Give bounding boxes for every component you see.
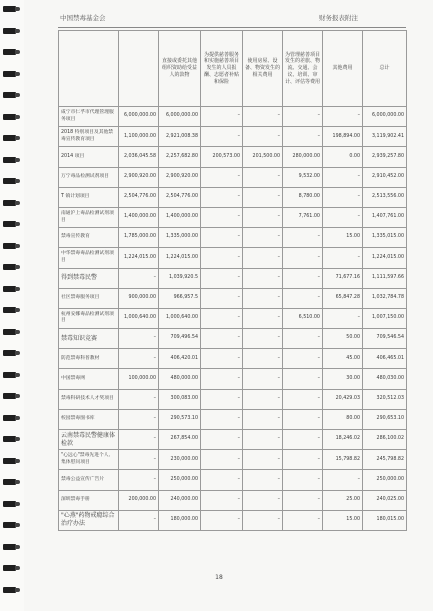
amount-cell: – bbox=[283, 490, 323, 510]
amount-cell: 406,420.01 bbox=[159, 349, 201, 369]
project-name-cell: 社区禁毒服务项目 bbox=[59, 288, 119, 308]
amount-cell: – bbox=[283, 228, 323, 248]
amount-cell: 9,532.00 bbox=[283, 167, 323, 187]
amount-cell: – bbox=[283, 248, 323, 268]
amount-cell: – bbox=[201, 308, 243, 328]
amount-cell: 1,224,015.00 bbox=[363, 248, 407, 268]
amount-cell: 20,429.03 bbox=[323, 389, 363, 409]
binding-ring bbox=[3, 6, 16, 12]
table-row bbox=[59, 470, 407, 490]
amount-cell: – bbox=[201, 409, 243, 429]
table-row bbox=[59, 167, 407, 187]
amount-cell: 290,573.10 bbox=[159, 409, 201, 429]
amount-cell: 290,653.10 bbox=[363, 409, 407, 429]
amount-cell: 15,798.82 bbox=[323, 450, 363, 470]
page-header bbox=[58, 13, 406, 25]
amount-cell: 240,025.00 bbox=[363, 490, 407, 510]
binding-ring bbox=[3, 458, 16, 464]
col-header-budget bbox=[119, 31, 159, 107]
project-name-cell: 万宁毒品检测试剂项目 bbox=[59, 167, 119, 187]
binding-ring bbox=[3, 350, 16, 356]
amount-cell: – bbox=[119, 268, 159, 288]
amount-cell: – bbox=[243, 510, 283, 530]
binding-ring bbox=[3, 28, 16, 34]
amount-cell: 3,119,902.41 bbox=[363, 127, 407, 147]
amount-cell: 1,224,015.00 bbox=[119, 248, 159, 268]
amount-cell: – bbox=[243, 450, 283, 470]
amount-cell: – bbox=[201, 430, 243, 450]
project-name-cell: 得到禁毒民警 bbox=[59, 268, 119, 288]
binding-ring bbox=[3, 479, 16, 485]
amount-cell: 1,100,000.00 bbox=[119, 127, 159, 147]
binding-ring bbox=[3, 49, 16, 55]
binding-ring bbox=[3, 264, 16, 270]
amount-cell: – bbox=[119, 470, 159, 490]
binding-ring bbox=[3, 587, 16, 593]
amount-cell: 1,224,015.00 bbox=[159, 248, 201, 268]
amount-cell: – bbox=[243, 107, 283, 127]
amount-cell: 71,677.16 bbox=[323, 268, 363, 288]
amount-cell: – bbox=[283, 450, 323, 470]
amount-cell: – bbox=[201, 248, 243, 268]
amount-cell: – bbox=[119, 510, 159, 530]
amount-cell: 198,894.00 bbox=[323, 127, 363, 147]
amount-cell: 709,546.54 bbox=[363, 329, 407, 349]
amount-cell: – bbox=[283, 107, 323, 127]
amount-cell: 200,573.00 bbox=[201, 147, 243, 167]
amount-cell: 1,007,150.00 bbox=[363, 308, 407, 328]
amount-cell: – bbox=[283, 510, 323, 530]
amount-cell: 2,921,008.38 bbox=[159, 127, 201, 147]
col-header-management: 为管理慈善项目发生的差旅、物流、交通、会议、培训、审计、评估等费用 bbox=[283, 31, 323, 107]
amount-cell: – bbox=[243, 470, 283, 490]
amount-cell: 1,400,000.00 bbox=[159, 207, 201, 227]
amount-cell: 1,111,597.66 bbox=[363, 268, 407, 288]
amount-cell: – bbox=[283, 288, 323, 308]
amount-cell: – bbox=[283, 369, 323, 389]
amount-cell: – bbox=[283, 329, 323, 349]
amount-cell: – bbox=[323, 107, 363, 127]
amount-cell: – bbox=[283, 127, 323, 147]
table-row bbox=[59, 349, 407, 369]
table-row bbox=[59, 288, 407, 308]
project-name-cell: 杭州安娜毒品检测试剂项目 bbox=[59, 308, 119, 328]
amount-cell: 25.00 bbox=[323, 490, 363, 510]
amount-cell: – bbox=[119, 430, 159, 450]
amount-cell: – bbox=[201, 288, 243, 308]
amount-cell: – bbox=[323, 167, 363, 187]
amount-cell: 280,000.00 bbox=[283, 147, 323, 167]
amount-cell: 1,039,920.5 bbox=[159, 268, 201, 288]
binding-ring bbox=[3, 329, 16, 335]
amount-cell: – bbox=[243, 207, 283, 227]
amount-cell: 250,000.00 bbox=[159, 470, 201, 490]
amount-cell: – bbox=[243, 349, 283, 369]
amount-cell: 1,032,784.78 bbox=[363, 288, 407, 308]
col-header-personnel: 为提供慈善服务和实施慈善项目发生的人员报酬、志愿者补贴和保险 bbox=[201, 31, 243, 107]
project-name-cell: "心远心"禁毒先进个人、集体慰问项目 bbox=[59, 450, 119, 470]
amount-cell: – bbox=[323, 187, 363, 207]
amount-cell: 1,785,000.00 bbox=[119, 228, 159, 248]
project-name-cell: 中国禁毒网 bbox=[59, 369, 119, 389]
amount-cell: 180,000.00 bbox=[159, 510, 201, 530]
col-header-facilities: 使用房屋、设备、物资发生的相关费用 bbox=[243, 31, 283, 107]
amount-cell: 250,000.00 bbox=[363, 470, 407, 490]
table-row bbox=[59, 369, 407, 389]
project-name-cell: 2018 特别项目及其他禁毒宣传教育项目 bbox=[59, 127, 119, 147]
amount-cell: – bbox=[243, 430, 283, 450]
amount-cell: – bbox=[201, 490, 243, 510]
col-header-other: 其他费用 bbox=[323, 31, 363, 107]
table-row bbox=[59, 409, 407, 429]
amount-cell: 2,900,920.00 bbox=[119, 167, 159, 187]
amount-cell: 15.00 bbox=[323, 228, 363, 248]
table-row bbox=[59, 308, 407, 328]
table-row bbox=[59, 450, 407, 470]
amount-cell: 6,510.00 bbox=[283, 308, 323, 328]
amount-cell: 50.00 bbox=[323, 329, 363, 349]
amount-cell: 230,000.00 bbox=[159, 450, 201, 470]
amount-cell: – bbox=[201, 389, 243, 409]
amount-cell: 2,504,776.00 bbox=[159, 187, 201, 207]
binding-ring bbox=[3, 71, 16, 77]
amount-cell: 2,513,556.00 bbox=[363, 187, 407, 207]
project-name-cell: 云南禁毒民警健康体检款 bbox=[59, 430, 119, 450]
amount-cell: – bbox=[283, 389, 323, 409]
amount-cell: 100,000.00 bbox=[119, 369, 159, 389]
amount-cell: 320,512.03 bbox=[363, 389, 407, 409]
table-header-row bbox=[59, 31, 407, 107]
project-name-cell: 禁毒知识竞赛 bbox=[59, 329, 119, 349]
project-name-cell: 南通沪上毒品检测试剂项目 bbox=[59, 207, 119, 227]
amount-cell: 709,496.54 bbox=[159, 329, 201, 349]
amount-cell: 240,000.00 bbox=[159, 490, 201, 510]
binding-ring bbox=[3, 372, 16, 378]
amount-cell: 6,000,000.00 bbox=[119, 107, 159, 127]
amount-cell: 15.00 bbox=[323, 510, 363, 530]
amount-cell: – bbox=[201, 187, 243, 207]
amount-cell: 2,939,257.80 bbox=[363, 147, 407, 167]
amount-cell: – bbox=[283, 409, 323, 429]
table-row bbox=[59, 207, 407, 227]
amount-cell: 966,957.5 bbox=[159, 288, 201, 308]
amount-cell: – bbox=[323, 470, 363, 490]
table-row bbox=[59, 248, 407, 268]
table-row bbox=[59, 510, 407, 530]
project-name-cell: 禁毒宣传教育 bbox=[59, 228, 119, 248]
amount-cell: 286,100.02 bbox=[363, 430, 407, 450]
amount-cell: – bbox=[243, 228, 283, 248]
binding-ring bbox=[3, 221, 16, 227]
binding-ring bbox=[3, 135, 16, 141]
project-name-cell: T 镇计划项目 bbox=[59, 187, 119, 207]
spiral-binding bbox=[0, 0, 24, 611]
amount-cell: 406,465.01 bbox=[363, 349, 407, 369]
amount-cell: – bbox=[243, 167, 283, 187]
amount-cell: 1,407,761.00 bbox=[363, 207, 407, 227]
amount-cell: – bbox=[323, 308, 363, 328]
table-row bbox=[59, 268, 407, 288]
amount-cell: 45.00 bbox=[323, 349, 363, 369]
amount-cell: – bbox=[243, 127, 283, 147]
section-title: 财务报表附注 bbox=[319, 14, 358, 22]
binding-ring bbox=[3, 393, 16, 399]
amount-cell: 7,761.00 bbox=[283, 207, 323, 227]
binding-ring bbox=[3, 178, 16, 184]
project-name-cell: 中华禁毒毒品检测试剂项目 bbox=[59, 248, 119, 268]
amount-cell: – bbox=[243, 288, 283, 308]
binding-ring bbox=[3, 436, 16, 442]
binding-ring bbox=[3, 307, 16, 313]
amount-cell: – bbox=[201, 207, 243, 227]
page-number: 18 bbox=[215, 574, 223, 581]
header-rule bbox=[58, 27, 406, 28]
amount-cell: – bbox=[201, 268, 243, 288]
amount-cell: 1,335,000.00 bbox=[159, 228, 201, 248]
amount-cell: 65,847.28 bbox=[323, 288, 363, 308]
table-row bbox=[59, 127, 407, 147]
table-row bbox=[59, 329, 407, 349]
amount-cell: – bbox=[283, 470, 323, 490]
amount-cell: – bbox=[283, 349, 323, 369]
amount-cell: – bbox=[243, 248, 283, 268]
project-name-cell: 禁毒公益宣传广告片 bbox=[59, 470, 119, 490]
amount-cell: 0.00 bbox=[323, 147, 363, 167]
amount-cell: 2,910,452.00 bbox=[363, 167, 407, 187]
amount-cell: – bbox=[243, 490, 283, 510]
amount-cell: – bbox=[201, 470, 243, 490]
binding-ring bbox=[3, 114, 16, 120]
table-row bbox=[59, 430, 407, 450]
amount-cell: 2,036,045.58 bbox=[119, 147, 159, 167]
amount-cell: – bbox=[201, 329, 243, 349]
amount-cell: 900,000.00 bbox=[119, 288, 159, 308]
amount-cell: – bbox=[243, 187, 283, 207]
amount-cell: – bbox=[119, 329, 159, 349]
table-row bbox=[59, 187, 407, 207]
project-name-cell: 咸宁市仁孚市代理管理服务项目 bbox=[59, 107, 119, 127]
table-row bbox=[59, 107, 407, 127]
col-header-total: 总计 bbox=[363, 31, 407, 107]
amount-cell: 1,000,640.00 bbox=[159, 308, 201, 328]
amount-cell: – bbox=[201, 349, 243, 369]
amount-cell: – bbox=[243, 329, 283, 349]
amount-cell: – bbox=[243, 389, 283, 409]
amount-cell: 245,798.82 bbox=[363, 450, 407, 470]
amount-cell: – bbox=[243, 268, 283, 288]
project-name-cell: 禁毒科研技术人才奖项目 bbox=[59, 389, 119, 409]
amount-cell: – bbox=[201, 107, 243, 127]
amount-cell: 18,246.02 bbox=[323, 430, 363, 450]
project-name-cell: 校园禁毒图书库 bbox=[59, 409, 119, 429]
amount-cell: 201,500.00 bbox=[243, 147, 283, 167]
amount-cell: – bbox=[323, 207, 363, 227]
amount-cell: 6,000,000.00 bbox=[363, 107, 407, 127]
amount-cell: – bbox=[119, 389, 159, 409]
expense-table bbox=[58, 30, 407, 531]
binding-ring bbox=[3, 157, 16, 163]
amount-cell: – bbox=[201, 127, 243, 147]
binding-ring bbox=[3, 415, 16, 421]
amount-cell: – bbox=[201, 228, 243, 248]
amount-cell: – bbox=[119, 450, 159, 470]
col-header-grants: 直接或委托其他组织资助给受益人的款物 bbox=[159, 31, 201, 107]
amount-cell: 1,335,015.00 bbox=[363, 228, 407, 248]
project-name-cell: 防范禁毒科普教材 bbox=[59, 349, 119, 369]
table-row bbox=[59, 147, 407, 167]
amount-cell: 1,000,640.00 bbox=[119, 308, 159, 328]
amount-cell: 480,030.00 bbox=[363, 369, 407, 389]
binding-ring bbox=[3, 501, 16, 507]
amount-cell: – bbox=[119, 349, 159, 369]
binding-ring bbox=[3, 92, 16, 98]
binding-ring bbox=[3, 243, 16, 249]
amount-cell: 300,083.00 bbox=[159, 389, 201, 409]
table-row bbox=[59, 228, 407, 248]
binding-ring bbox=[3, 522, 16, 528]
amount-cell: – bbox=[323, 248, 363, 268]
project-name-cell: 深圳禁毒手册 bbox=[59, 490, 119, 510]
amount-cell: – bbox=[201, 450, 243, 470]
amount-cell: 2,504,776.00 bbox=[119, 187, 159, 207]
amount-cell: – bbox=[243, 308, 283, 328]
organization-name: 中国禁毒基金会 bbox=[60, 14, 106, 22]
amount-cell: 8,780.00 bbox=[283, 187, 323, 207]
binding-ring bbox=[3, 544, 16, 550]
col-header-project bbox=[59, 31, 119, 107]
amount-cell: 2,257,682.80 bbox=[159, 147, 201, 167]
table-row bbox=[59, 490, 407, 510]
amount-cell: 267,854.00 bbox=[159, 430, 201, 450]
amount-cell: 180,015.00 bbox=[363, 510, 407, 530]
table-row bbox=[59, 389, 407, 409]
binding-ring bbox=[3, 565, 16, 571]
amount-cell: – bbox=[119, 409, 159, 429]
amount-cell: – bbox=[243, 369, 283, 389]
amount-cell: 200,000.00 bbox=[119, 490, 159, 510]
binding-ring bbox=[3, 286, 16, 292]
amount-cell: 2,900,920.00 bbox=[159, 167, 201, 187]
amount-cell: 1,400,000.00 bbox=[119, 207, 159, 227]
binding-ring bbox=[3, 200, 16, 206]
amount-cell: – bbox=[283, 430, 323, 450]
amount-cell: 6,000,000.00 bbox=[159, 107, 201, 127]
amount-cell: – bbox=[201, 167, 243, 187]
amount-cell: 480,000.00 bbox=[159, 369, 201, 389]
amount-cell: – bbox=[201, 369, 243, 389]
amount-cell: 80.00 bbox=[323, 409, 363, 429]
project-name-cell: "心燕"药物戒瘾综合治疗办法 bbox=[59, 510, 119, 530]
amount-cell: 30.00 bbox=[323, 369, 363, 389]
amount-cell: – bbox=[201, 510, 243, 530]
amount-cell: – bbox=[283, 268, 323, 288]
amount-cell: – bbox=[243, 409, 283, 429]
project-name-cell: 2014 项目 bbox=[59, 147, 119, 167]
